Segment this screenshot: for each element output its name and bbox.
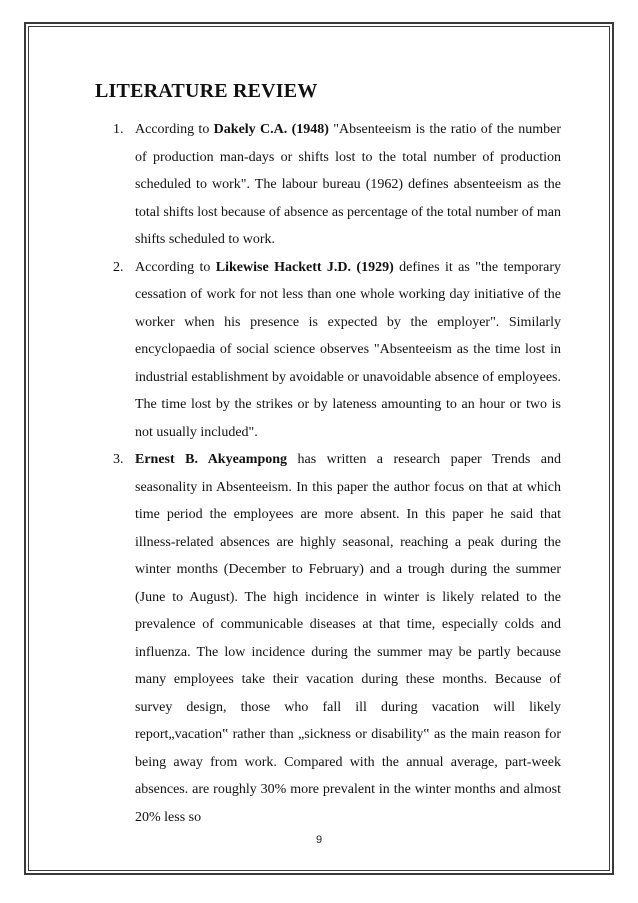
literature-list: [113, 116, 561, 831]
list-item-number: 1.: [113, 122, 124, 137]
list-item-citation: Ernest B. Akyeampong: [135, 452, 288, 467]
list-item: [113, 116, 561, 254]
list-item: [113, 254, 561, 447]
list-item-number: 3.: [113, 452, 124, 467]
list-item-text-pre: According to: [135, 122, 214, 137]
list-item-text-pre: According to: [135, 259, 216, 275]
list-item: [113, 446, 561, 831]
list-item-citation: Likewise Hackett J.D. (1929): [215, 259, 394, 275]
list-item-text: "Absenteeism is the ratio of the number of production man-days or shifts lost to the total number of production scheduled to work". The labour bureau (1962) defines absenteeism as the total shifts lost because of absence as percentage of the total number of man shifts scheduled to work.: [135, 122, 561, 247]
list-item-text: defines it as "the temporary cessation of work for not less than one whole working day initiative of the worker when his presence is expected by the employer". Similarly encyclopaedia of social science observes "Absenteeism as the time lost in industrial establishment by avoidable or unavoidable absence of employees. The time lost by the strikes or by lateness amounting to an hour or two is not usually included".: [135, 259, 562, 440]
section-heading: LITERATURE REVIEW: [95, 80, 318, 102]
list-item-number: 2.: [113, 259, 124, 275]
page-number: 9: [315, 834, 323, 846]
list-item-citation: Dakely C.A. (1948): [213, 122, 329, 137]
list-item-text: has written a research paper Trends and seasonality in Absenteeism. In this paper the author focus on that at which time period the employees are more absent. In this paper he said that illness-related absences are highly seasonal, reaching a peak during the winter months (December to February) and a trough during the summer (June to August). The high incidence in winter is likely related to the prevalence of communicable diseases at that time, especially colds and influenza. The low incidence during the summer may be partly because many employees take their vacation during these months. Because of survey design, those who fall ill during vacation will likely report„vacation‟ rather than „sickness or disability‟ as the main reason for being away from work. Compared with the annual average, part-week absences. are roughly 30% more prevalent in the winter months and almost 20% less so: [135, 452, 562, 825]
